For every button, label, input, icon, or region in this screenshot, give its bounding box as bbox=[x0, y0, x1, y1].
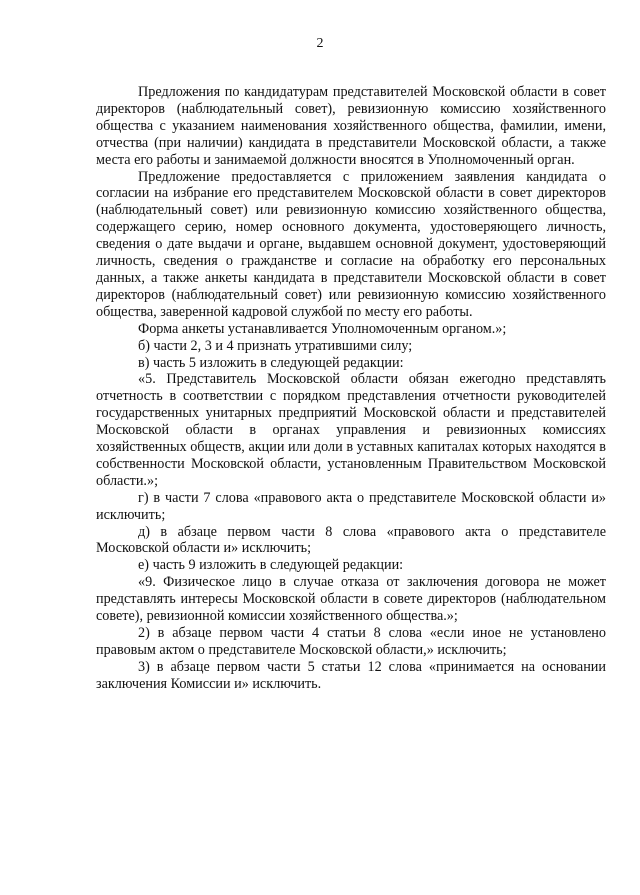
paragraph-proposals: Предложения по кандидатурам представителей Московской области в совет директоров (наблюдательный совет), ревизионную комиссию хозяйственного общества с указанием наименования хозяйственного общества, фамилии, имени, отчества (при наличии) кандидата в представители Московской области, а также места его работы и занимаемой должности вносятся в Уполномоченный орган. bbox=[96, 84, 606, 168]
paragraph-item-2: 2) в абзаце первом части 4 статьи 8 слова «если иное не установлено правовым актом о представителе Московской области,» исключить; bbox=[96, 625, 606, 658]
paragraph-item-d: д) в абзаце первом части 8 слова «правового акта о представителе Московской области и» исключить; bbox=[96, 523, 606, 557]
paragraph-item-v: в) часть 5 изложить в следующей редакции: bbox=[138, 354, 404, 371]
paragraph-part-5: «5. Представитель Московской области обязан ежегодно представлять отчетность в соответствии с порядком представления отчетности руководителей государственных унитарных предприятий Московской области и представителей Московской области в органах управления и ревизионных комиссиях хозяйственных обществ, акции или доли в уставных капиталах которых находятся в собственности Московской области, установленным Правительством Московской области.»; bbox=[96, 371, 606, 489]
document-body bbox=[96, 84, 606, 693]
paragraph-form: Форма анкеты устанавливается Уполномоченным органом.»; bbox=[138, 320, 507, 337]
paragraph-part-9: «9. Физическое лицо в случае отказа от заключения договора не может представлять интересы Московской области в совете директоров (наблюдательном совете), ревизионной комиссии хозяйственного общества.»; bbox=[96, 574, 606, 625]
paragraph-item-3: 3) в абзаце первом части 5 статьи 12 слова «принимается на основании заключения Комиссии и» исключить. bbox=[96, 658, 606, 692]
paragraph-proposal-attachment: Предложение предоставляется с приложением заявления кандидата о согласии на избрание его представителем Московской области в совет директоров (наблюдательный совет) или ревизионную комиссию хозяйственного общества, содержащего серию, номер основного документа, удостоверяющего личность, сведения о дате выдачи и органе, выдавшем основной документ, удостоверяющий личность, сведения о гражданстве и согласие на обработку его персональных данных, а также анкеты кандидата в представители Московской области в совет директоров (наблюдательный совет) или ревизионную комиссию хозяйственного общества, заверенной кадровой службой по месту его работы. bbox=[96, 168, 606, 320]
paragraph-item-b: б) части 2, 3 и 4 признать утратившими силу; bbox=[138, 337, 413, 354]
paragraph-item-e: е) часть 9 изложить в следующей редакции: bbox=[138, 557, 404, 574]
paragraph-item-g: г) в части 7 слова «правового акта о представителе Московской области и» исключить; bbox=[96, 489, 606, 523]
page-number: 2 bbox=[316, 36, 324, 51]
